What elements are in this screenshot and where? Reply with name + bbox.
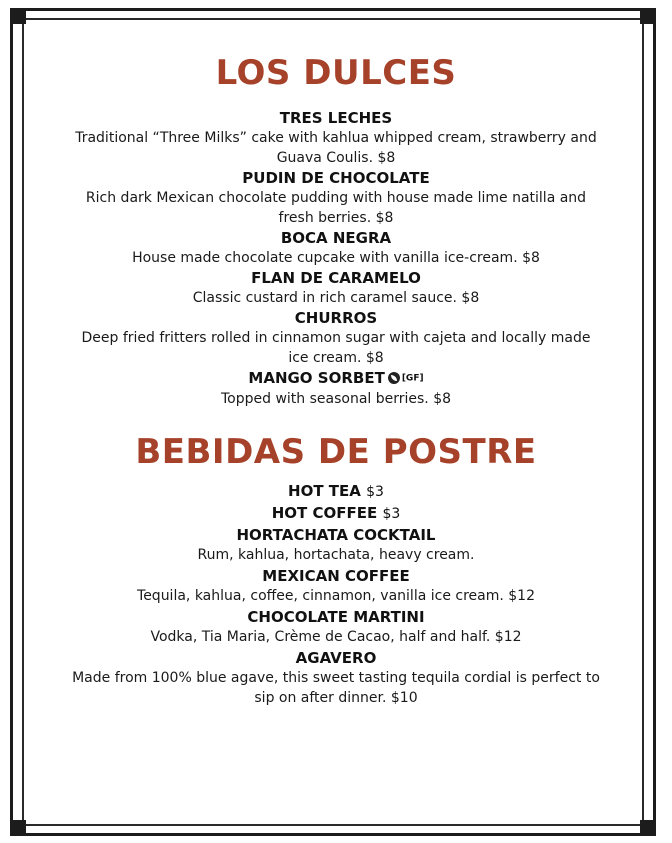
item-description: House made chocolate cupcake with vanilla ice-cream. $8	[132, 250, 540, 266]
item-name: HORTACHATA COCKTAIL	[236, 525, 436, 544]
item-description: Rich dark Mexican chocolate pudding with house made lime natilla and fresh berries. $8	[85, 190, 587, 226]
item-description: Classic custard in rich caramel sauce. $8	[192, 290, 480, 306]
item-description: Deep fried fritters rolled in cinnamon sugar with cajeta and locally made ice cream. $8	[81, 330, 591, 366]
item-price: $3	[382, 505, 401, 522]
corner-ornament	[640, 8, 656, 24]
item-description: Topped with seasonal berries. $8	[220, 390, 452, 407]
item-name: CHURROS	[294, 309, 378, 327]
section-title-bebidas: BEBIDAS DE POSTRE	[135, 431, 537, 472]
item-name: TRES LECHES	[279, 109, 393, 127]
item-name-text: MANGO SORBET	[248, 369, 385, 387]
drink-list	[40, 481, 632, 708]
section-title-dulces: LOS DULCES	[215, 53, 457, 93]
item-description: Vodka, Tia Maria, Crème de Cacao, half and half. $12	[150, 628, 522, 645]
item-name: AGAVERO	[295, 648, 377, 667]
item-price: $3	[366, 483, 384, 500]
item-name: BOCA NEGRA	[280, 229, 392, 247]
item-name: MEXICAN COFFEE	[262, 566, 410, 585]
item-description: Traditional “Three Milks” cake with kahlua whipped cream, strawberry and Guava Coulis. $8	[75, 130, 597, 166]
item-name-hot-tea	[40, 481, 632, 502]
item-name: FLAN DE CARAMELO	[251, 269, 421, 287]
gluten-free-tag: [GF]	[401, 373, 424, 384]
item-name: CHOCOLATE MARTINI	[247, 607, 425, 626]
vegan-leaf-icon	[388, 372, 400, 384]
corner-ornament	[10, 820, 26, 836]
corner-ornament	[640, 820, 656, 836]
menu-content	[40, 53, 632, 708]
item-description: Made from 100% blue agave, this sweet tasting tequila cordial is perfect to sip on after dinner. $10	[72, 669, 600, 706]
dessert-list	[40, 108, 632, 409]
item-description: Rum, kahlua, hortachata, heavy cream.	[197, 546, 475, 563]
item-name-text: HOT TEA	[288, 481, 361, 500]
item-description: Tequila, kahlua, coffee, cinnamon, vanilla ice cream. $12	[137, 587, 535, 604]
item-name: PUDIN DE CHOCOLATE	[242, 169, 430, 187]
item-name-mango-sorbet	[40, 368, 632, 389]
corner-ornament	[10, 8, 26, 24]
item-name-hot-coffee	[40, 503, 632, 524]
item-name-text: HOT COFFEE	[271, 503, 378, 522]
